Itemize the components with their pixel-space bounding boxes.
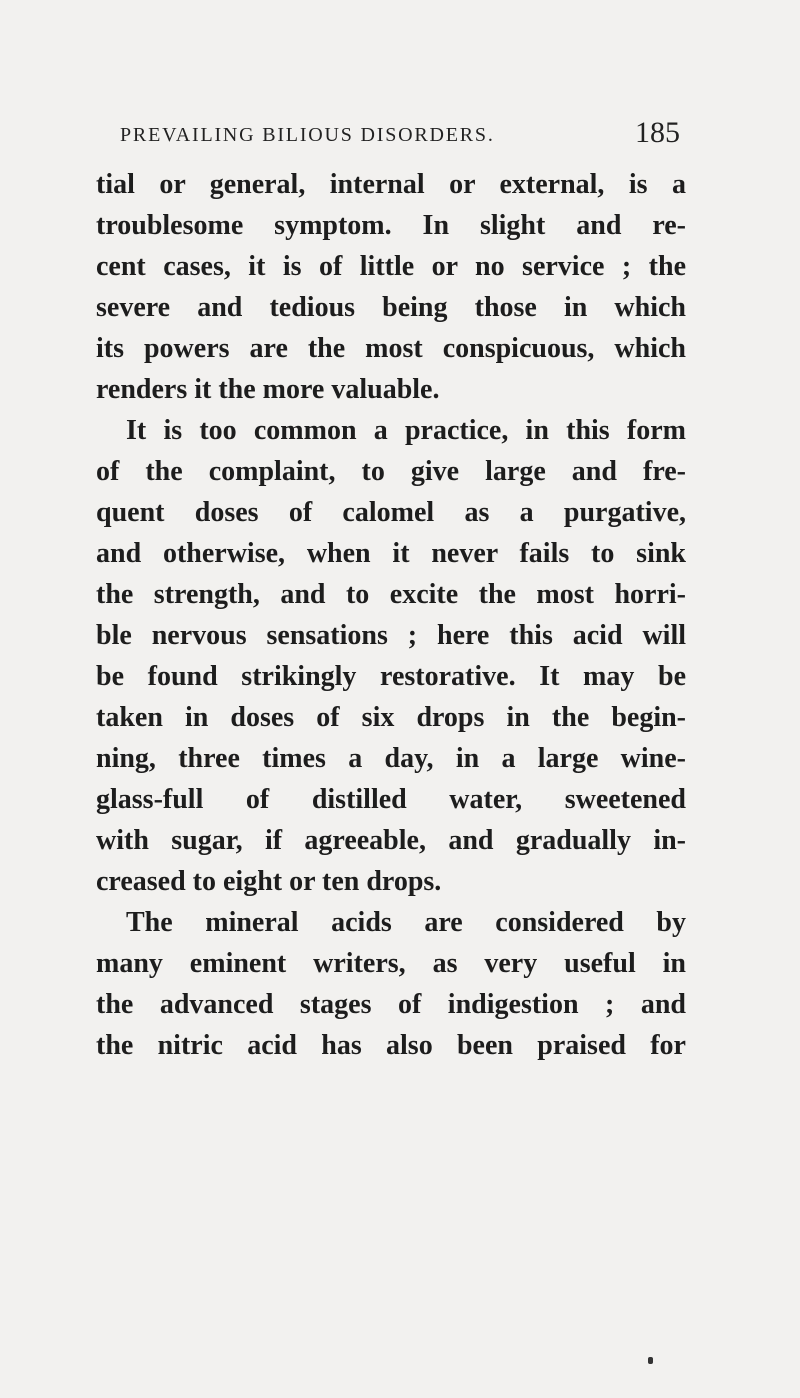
- text-line: troublesome symptom. In slight and re-: [96, 210, 686, 241]
- text-line: the nitric acid has also been praised for: [96, 1030, 686, 1061]
- text-line: glass-full of distilled water, sweetened: [96, 784, 686, 815]
- text-line: with sugar, if agreeable, and gradually in-: [96, 825, 686, 856]
- text-line: tial or general, internal or external, is a: [96, 169, 686, 200]
- text-line: quent doses of calomel as a purgative,: [96, 497, 686, 528]
- text-line: of the complaint, to give large and fre-: [96, 456, 686, 487]
- text-line: many eminent writers, as very useful in: [96, 948, 686, 979]
- text-line: and otherwise, when it never fails to sink: [96, 538, 686, 569]
- page-number: 185: [635, 116, 680, 149]
- text-line: creased to eight or ten drops.: [96, 866, 442, 897]
- ink-speck: [648, 1357, 653, 1364]
- text-line: cent cases, it is of little or no service ; the: [96, 251, 686, 282]
- text-line: be found strikingly restorative. It may be: [96, 661, 686, 692]
- text-line: taken in doses of six drops in the begin-: [96, 702, 686, 733]
- text-line: the strength, and to excite the most horri-: [96, 579, 686, 610]
- text-line: renders it the more valuable.: [96, 374, 440, 405]
- body-text: [96, 164, 686, 1066]
- running-title: PREVAILING BILIOUS DISORDERS.: [120, 124, 495, 146]
- text-line: ble nervous sensations ; here this acid will: [96, 620, 686, 651]
- text-line: ning, three times a day, in a large wine-: [96, 743, 686, 774]
- text-line: severe and tedious being those in which: [96, 292, 686, 323]
- text-line: its powers are the most conspicuous, which: [96, 333, 686, 364]
- paragraph-start-line: The mineral acids are considered by: [126, 907, 686, 938]
- running-head: [120, 116, 680, 152]
- paragraph-start-line: It is too common a practice, in this form: [126, 415, 686, 446]
- text-line: the advanced stages of indigestion ; and: [96, 989, 686, 1020]
